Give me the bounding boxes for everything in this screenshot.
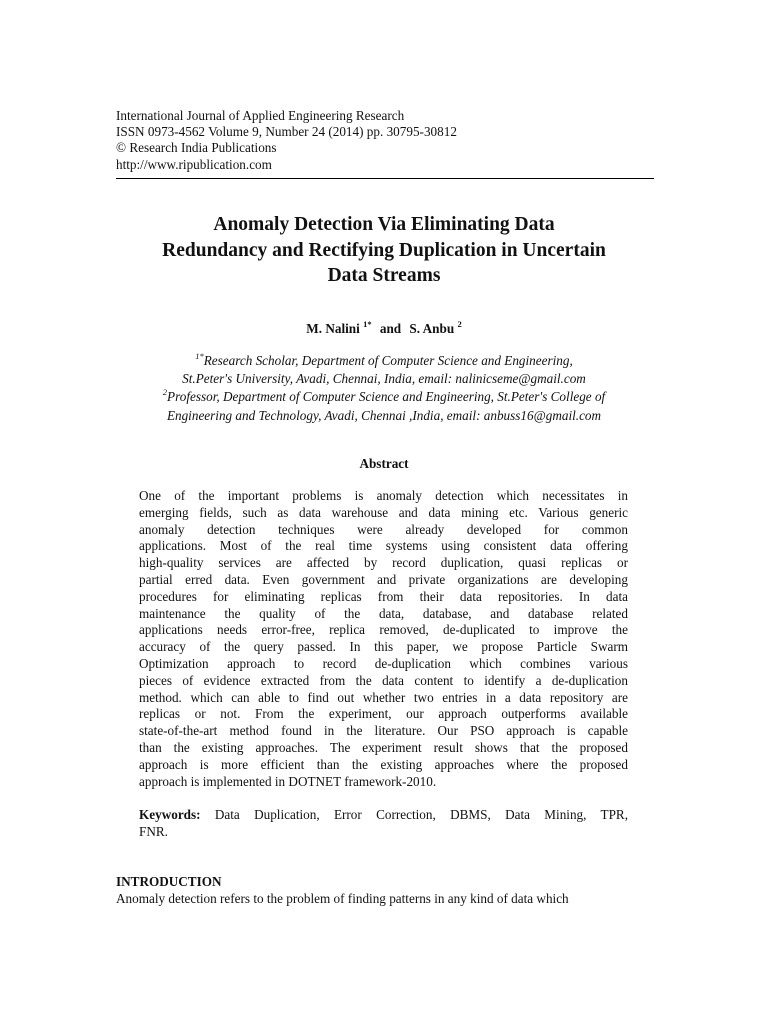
author-1-mark: 1* bbox=[363, 318, 372, 329]
abstract-line: approach is more efficient than the existing approaches where the proposed bbox=[139, 756, 628, 772]
abstract-line: state-of-the-art method found in the literature. Our PSO approach is capable bbox=[139, 723, 628, 739]
affiliation-1-mark: 1* bbox=[195, 350, 204, 361]
keywords-line-1 bbox=[139, 807, 628, 824]
title-line-2: Redundancy and Rectifying Duplication in Uncertain bbox=[162, 239, 606, 261]
keywords-list: Data Duplication, Error Correction, DBMS, Data Mining, TPR, bbox=[200, 807, 628, 822]
author-conjunction: and bbox=[379, 321, 402, 336]
author-2-name: S. Anbu bbox=[409, 321, 455, 336]
title-line-3: Data Streams bbox=[327, 265, 441, 286]
abstract-line: Optimization approach to record de-duplication which combines various bbox=[139, 655, 628, 671]
abstract-line: pieces of evidence extracted from the data content to identify a de-duplication bbox=[139, 672, 628, 688]
abstract-line: emerging fields, such as data warehouse and data mining etc. Various generic bbox=[139, 504, 628, 520]
copyright-line: © Research India Publications bbox=[116, 140, 277, 156]
journal-website: http://www.ripublication.com bbox=[116, 156, 272, 172]
abstract-line: high-quality services are affected by record duplication, quasi replicas or bbox=[139, 555, 628, 571]
author-2-mark: 2 bbox=[457, 318, 462, 329]
header-divider bbox=[116, 178, 654, 179]
abstract-line: replicas or not. From the experiment, our approach outperforms available bbox=[139, 706, 628, 722]
abstract-body bbox=[139, 488, 628, 790]
affiliation-2-line-2: Engineering and Technology, Avadi, Chennai ,India, email: anbuss16@gmail.com bbox=[166, 407, 602, 423]
abstract-line: partial erred data. Even government and private organizations are developing bbox=[139, 571, 628, 587]
abstract-line: One of the important problems is anomaly detection which necessitates in bbox=[139, 488, 628, 503]
abstract-line: anomaly detection techniques were already developed for common bbox=[139, 521, 628, 537]
abstract-line: method. which can able to find out whether two entries in a data repository are bbox=[139, 689, 628, 705]
journal-name: International Journal of Applied Engineering Research bbox=[116, 108, 405, 123]
abstract-line: accuracy of the query passed. In this paper, we propose Particle Swarm bbox=[139, 639, 628, 655]
author-line bbox=[0, 320, 768, 338]
paper-title bbox=[100, 212, 668, 289]
introduction-first-line: Anomaly detection refers to the problem of finding patterns in any kind of data which bbox=[116, 891, 569, 906]
abstract-line: applications. Most of the real time systems using consistent data offering bbox=[139, 538, 628, 554]
affiliation-2-line-1: $^2$Professor, Department of Computer Science and Engineering, St.Peter's College of bbox=[162, 387, 606, 405]
author-1-name: M. Nalini bbox=[306, 321, 360, 336]
keywords-line-2: FNR. bbox=[139, 823, 168, 839]
abstract-line: maintenance the quality of the data, database, and database related bbox=[139, 605, 628, 621]
affiliation-1-line-1: $^{1*}$Research Scholar, Department of Computer Science and Engineering, bbox=[195, 350, 573, 368]
abstract-line: than the existing approaches. The experiment result shows that the proposed bbox=[139, 739, 628, 755]
keywords-label: Keywords: bbox=[139, 807, 201, 822]
affiliations bbox=[100, 352, 668, 425]
abstract-line: procedures for eliminating replicas from their data repositories. In data bbox=[139, 588, 628, 604]
journal-header bbox=[116, 108, 656, 173]
abstract-line: applications needs error-free, replica removed, de-duplicated to improve the bbox=[139, 622, 628, 638]
introduction-heading: INTRODUCTION bbox=[116, 874, 222, 889]
affiliation-1-line-2: St.Peter's University, Avadi, Chennai, India, email: nalinicseme@gmail.com bbox=[182, 371, 586, 387]
abstract-heading: Abstract bbox=[359, 456, 409, 471]
affiliation-2-mark: 2 bbox=[162, 387, 168, 398]
issn-line: ISSN 0973-4562 Volume 9, Number 24 (2014) pp. 30795-30812 bbox=[116, 124, 457, 140]
title-line-1: Anomaly Detection Via Eliminating Data bbox=[213, 214, 555, 235]
abstract-line: approach is implemented in DOTNET framework-2010. bbox=[139, 773, 437, 789]
keywords-block bbox=[139, 807, 628, 841]
